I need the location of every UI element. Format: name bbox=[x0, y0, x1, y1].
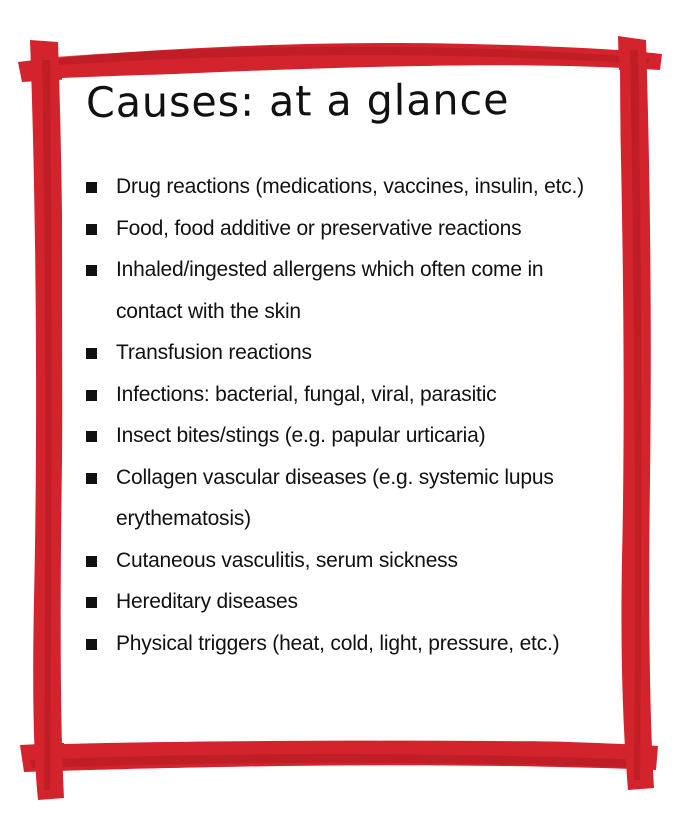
list-item bbox=[84, 332, 604, 374]
square-bullet-icon bbox=[86, 431, 97, 442]
square-bullet-icon bbox=[86, 556, 97, 567]
list-item-text: Infections: bacterial, fungal, viral, parasitic bbox=[116, 382, 497, 406]
list-item-text: Transfusion reactions bbox=[116, 341, 312, 364]
square-bullet-icon bbox=[86, 224, 97, 235]
causes-card bbox=[60, 70, 615, 750]
square-bullet-icon bbox=[86, 265, 97, 276]
page-title: Causes: at a glance bbox=[85, 74, 510, 127]
list-item bbox=[84, 374, 604, 416]
list-item-text: Food, food additive or preservative reactions bbox=[116, 216, 522, 240]
list-item-text: Collagen vascular diseases (e.g. systemic lupus erythematosis) bbox=[116, 465, 554, 530]
list-item bbox=[84, 581, 604, 623]
list-item bbox=[84, 623, 604, 665]
list-item-text: Cutaneous vasculitis, serum sickness bbox=[116, 548, 458, 572]
square-bullet-icon bbox=[86, 597, 97, 608]
list-item bbox=[84, 166, 604, 208]
list-item bbox=[84, 540, 604, 582]
square-bullet-icon bbox=[86, 182, 97, 193]
list-item-text: Insect bites/stings (e.g. papular urticaria) bbox=[116, 424, 486, 447]
list-item bbox=[84, 457, 604, 540]
list-item bbox=[84, 208, 604, 250]
list-item-text: Drug reactions (medications, vaccines, insulin, etc.) bbox=[116, 175, 584, 198]
square-bullet-icon bbox=[86, 639, 97, 650]
causes-list bbox=[84, 166, 604, 664]
square-bullet-icon bbox=[86, 348, 97, 359]
square-bullet-icon bbox=[86, 390, 97, 401]
list-item-text: Inhaled/ingested allergens which often come in contact with the skin bbox=[116, 258, 544, 323]
square-bullet-icon bbox=[86, 473, 97, 484]
list-item-text: Physical triggers (heat, cold, light, pressure, etc.) bbox=[116, 631, 560, 655]
list-item bbox=[84, 249, 604, 332]
list-item-text: Hereditary diseases bbox=[116, 590, 298, 613]
list-item bbox=[84, 415, 604, 457]
